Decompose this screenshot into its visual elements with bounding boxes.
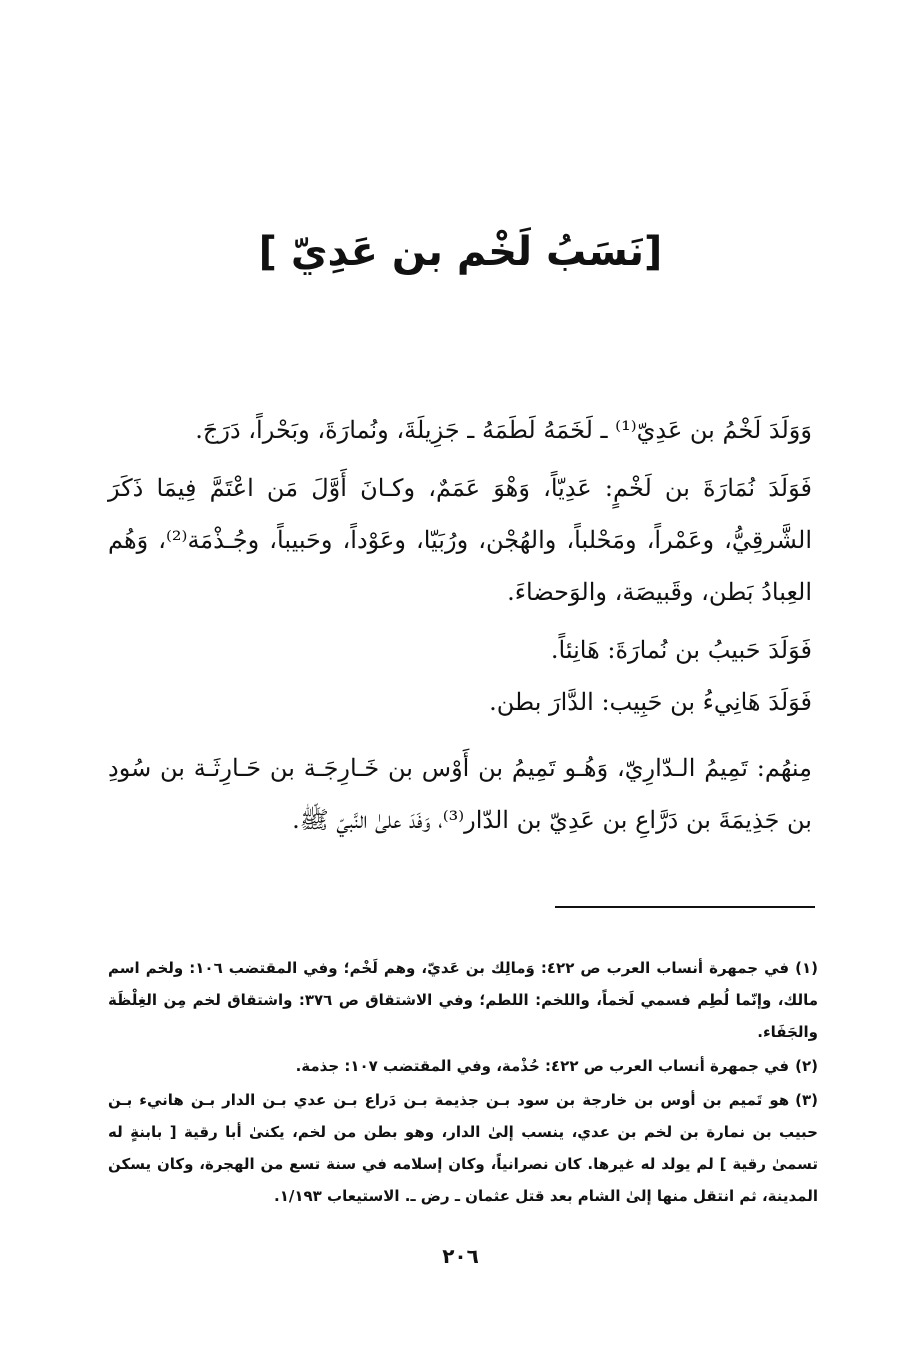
paragraph-3: فَوَلَدَ حَبيبُ بن نُمارَةَ: هَانِئاً. [550,636,812,664]
page-number: ٢٠٦ [442,1244,479,1268]
footnote-text: في جمهرة أنساب العرب ص ٤٢٢: حُذْمة، وفي المقتضب ١٠٧: جذمة. [295,1057,790,1075]
main-text [108,404,812,846]
footnote-number: (٣) [795,1091,818,1109]
page-title: [نَسَبُ لَخْم بن عَدِيّ ] [258,229,663,275]
footnote-text: في جمهرة أنساب العرب ص ٤٢٢: وَمالِك بن عَديّ، وهم لَخْم؛ وفي المقتضب ١٠٦: ولخم اسم مالك، وإنّما لُطِم فسمي لَخماً، واللخم: اللطم؛ وفي الاشتقاق ص ٣٧٦: واشتقاق لخم مِن الغِلْظَة والجَفَاء. [108,959,818,1041]
footnotes [108,952,818,1214]
footnote-divider [555,906,815,908]
footnote-3 [108,1084,818,1212]
footnote-text: هو تَميم بن أوس بن خارجة بن سود بـن جذيمة بـن دَراع بـن عدي بـن الدار بـن هانيء بـن حبيب بن نمارة بن لخم بن عدي، ينسب إلىٰ الدار، وهو بطن من لخم، يكنىٰ أبا رقية [ بابنةٍ له تسمىٰ رقية ] لم يولد له غيرها. كان نصرانياً، وكان إسلامه في سنة تسع من الهجرة، وكان يسكن المدينة، ثم انتقل منها إلىٰ الشام بعد قتل عثمان ـ رض ـ. الاستيعاب ١/١٩٣. [108,1091,818,1205]
paragraph-4: فَوَلَدَ هَانِيءُ بن حَبِيب: الدَّارَ بطن. [489,688,812,716]
paragraph-2: فَوَلَدَ نُمَارَةَ بن لَخْمٍ: عَدِيّاً، وَهْوَ عَمَمٌ، وكـانَ أَوَّلَ مَن اعْتَمَّ فِيمَا ذَكَرَ الشَّرقِيُّ، وعَمْراً، ومَحْلباً، والهُجْن، ورُبَيّا، وعَوْداً، وحَبيباً، وجُـذْمَة⁽²⁾، وَهُم العِبادُ بَطن، وقَبيصَة، والوَحضاءَ. [108,474,812,606]
footnote-number: (١) [795,959,818,977]
footnote-2 [108,1050,818,1082]
paragraph-1: وَوَلَدَ لَخْمُ بن عَدِيّ⁽¹⁾ ـ لَخَمَهُ لَطَمَهُ ـ جَزِيلَةَ، ونُمارَةَ، وبَحْراً، دَرَجَ. [195,416,812,444]
paragraph-5: مِنهُم: تَمِيمُ الـدّارِيّ، وَهُـو تَمِيمُ بن أَوْس بن خَـارِجَـة بن حَـارِثَـة بن سُودِ بن جَذِيمَةَ بن دَرَّاعِ بن عَدِيّ بن الدّار⁽³⁾، وَفَدَ علىٰ النَّبيّ ﷺ. [108,754,812,834]
footnote-1 [108,952,818,1048]
footnote-number: (٢) [795,1057,818,1075]
